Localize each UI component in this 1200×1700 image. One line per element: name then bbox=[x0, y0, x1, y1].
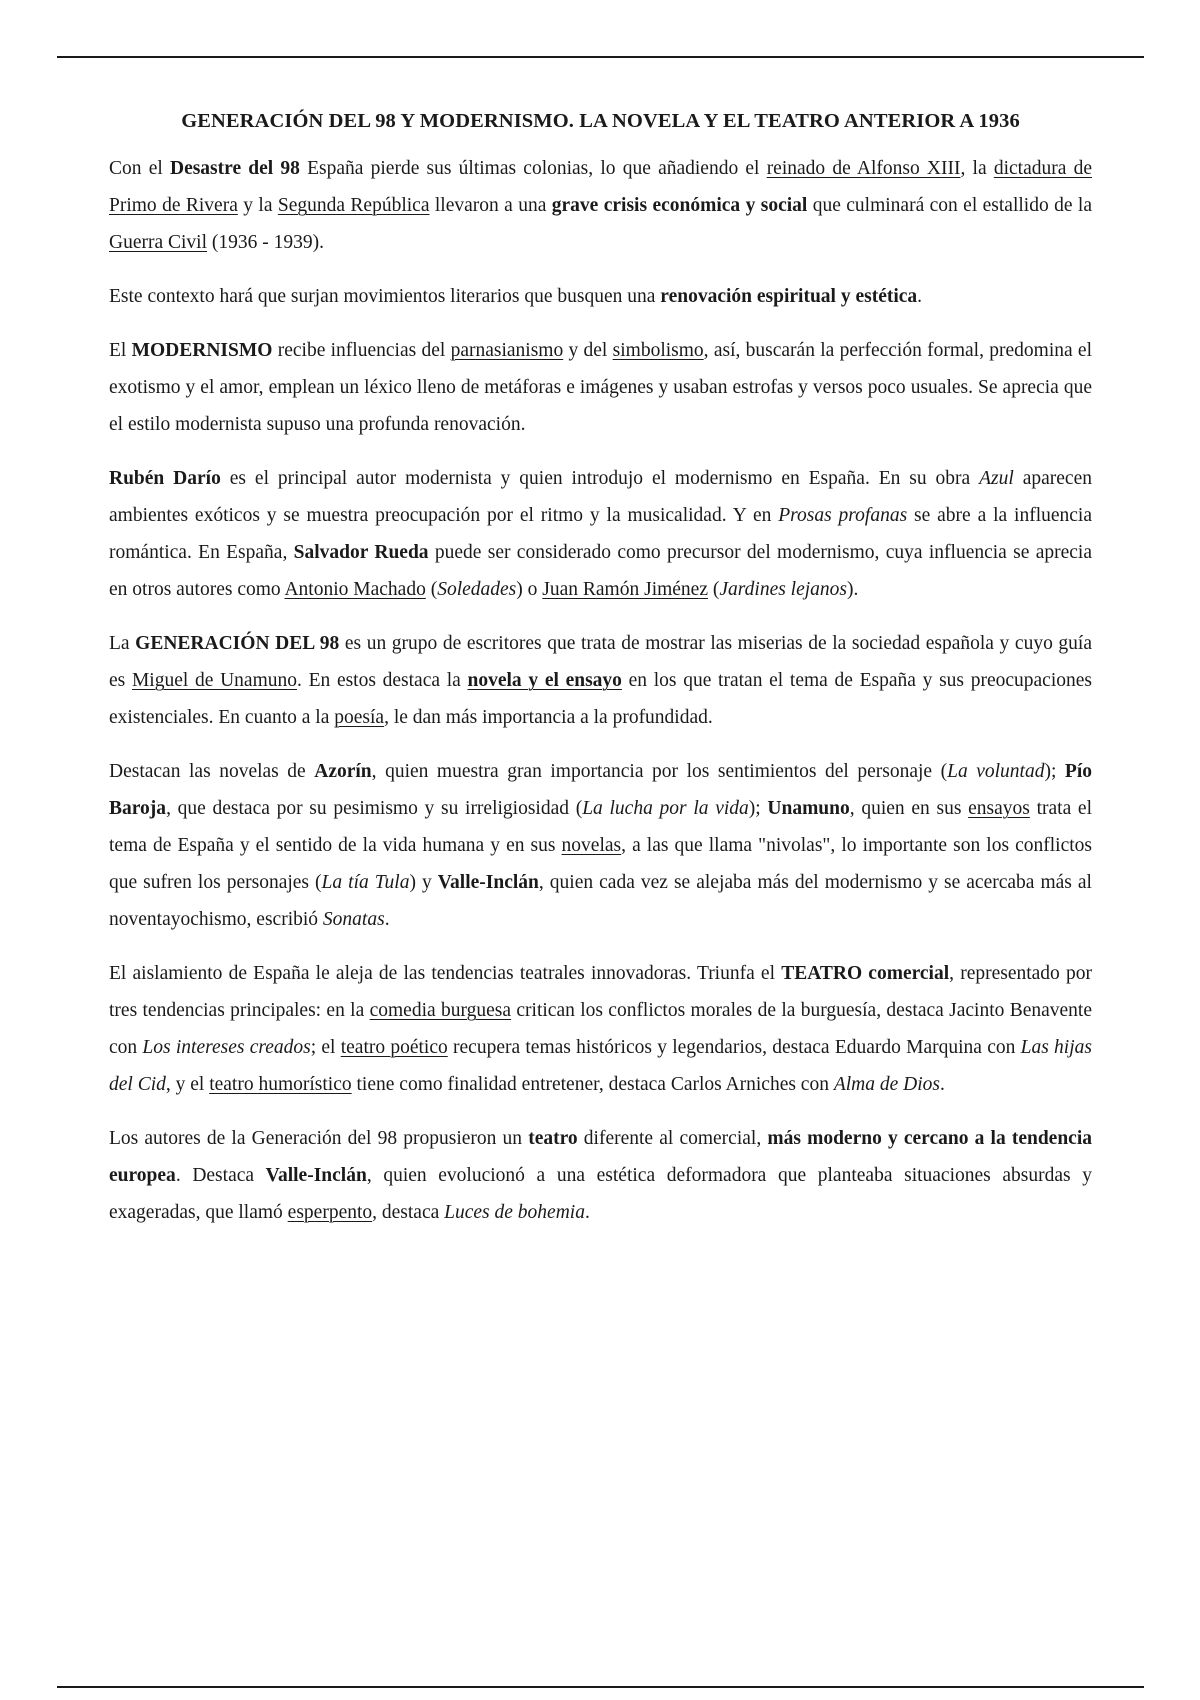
emphasis-run: Antonio Machado bbox=[284, 579, 426, 600]
emphasis-run: La tía Tula bbox=[321, 872, 410, 893]
text-run: se abre a la influencia romántica. En España, bbox=[109, 505, 1092, 563]
emphasis-run: Rubén Darío bbox=[109, 468, 221, 489]
text-run: recibe influencias del bbox=[272, 340, 451, 361]
emphasis-run: Soledades bbox=[437, 579, 517, 600]
text-run: ) o bbox=[516, 579, 543, 600]
emphasis-run: Alma de Dios bbox=[833, 1074, 940, 1095]
emphasis-run: Azul bbox=[979, 468, 1014, 489]
emphasis-run: teatro bbox=[528, 1128, 578, 1149]
emphasis-run: ensayos bbox=[968, 798, 1030, 819]
emphasis-run: esperpento bbox=[287, 1202, 373, 1223]
paragraph bbox=[109, 278, 1092, 315]
emphasis-run: Pío Baroja bbox=[109, 761, 1093, 819]
text-run: , quien cada vez se alejaba más del modernismo y se acercaba más al noventayochismo, escribió bbox=[109, 872, 1092, 930]
text-run: es el principal autor modernista y quien introdujo el modernismo en España. En su obra bbox=[220, 468, 980, 489]
emphasis-run: dictadura de Primo de Rivera bbox=[109, 158, 1092, 216]
text-run: , a las que llama "nivolas", lo importante son los conflictos que sufren los personajes ( bbox=[109, 835, 1092, 893]
text-run: . bbox=[917, 286, 923, 307]
paragraph bbox=[109, 1120, 1092, 1231]
top-rule bbox=[57, 56, 1144, 58]
text-run: , le dan más importancia a la profundidad. bbox=[384, 707, 713, 728]
text-run: (1936 - 1939). bbox=[207, 232, 324, 253]
text-run: critican los conflictos morales de la burguesía, destaca Jacinto Benavente con bbox=[109, 1000, 1093, 1058]
emphasis-run: Prosas profanas bbox=[778, 505, 908, 526]
emphasis-run: más moderno y cercano a la tendencia europea bbox=[109, 1128, 1093, 1186]
emphasis-run: Valle-Inclán bbox=[265, 1165, 367, 1186]
underline-run: novela y el ensayo bbox=[467, 670, 622, 691]
text-run: trata el tema de España y el sentido de la vida humana y en sus bbox=[109, 798, 1092, 856]
paragraph bbox=[109, 625, 1092, 736]
text-run: y la bbox=[237, 195, 278, 216]
text-run: . bbox=[940, 1074, 945, 1095]
emphasis-run: GENERACIÓN DEL 98 bbox=[135, 633, 340, 654]
text-run: , destaca bbox=[372, 1202, 445, 1223]
text-run: Con el bbox=[109, 158, 170, 179]
emphasis-run bbox=[468, 670, 622, 691]
text-run: Destacan las novelas de bbox=[109, 761, 315, 782]
emphasis-run: novelas bbox=[561, 835, 622, 856]
emphasis-run: TEATRO comercial bbox=[781, 963, 950, 984]
text-run: ); bbox=[748, 798, 768, 819]
text-run: en los que tratan el tema de España y sus preocupaciones existenciales. En cuanto a la bbox=[109, 670, 1092, 728]
emphasis-run: Azorín bbox=[314, 761, 372, 782]
bottom-rule bbox=[57, 1686, 1144, 1688]
emphasis-run: La lucha por la vida bbox=[582, 798, 749, 819]
text-run: , quien en sus bbox=[849, 798, 969, 819]
document-body bbox=[109, 104, 1092, 1248]
emphasis-run: La voluntad bbox=[947, 761, 1045, 782]
emphasis-run: Sonatas bbox=[322, 909, 385, 930]
emphasis-run: Las hijas del Cid bbox=[109, 1037, 1092, 1095]
emphasis-run: renovación espiritual y estética bbox=[660, 286, 918, 307]
text-run: ). bbox=[847, 579, 859, 600]
text-run: tiene como finalidad entretener, destaca Carlos Arniches con bbox=[351, 1074, 834, 1095]
emphasis-run: teatro humorístico bbox=[209, 1074, 352, 1095]
emphasis-run: poesía bbox=[334, 707, 385, 728]
text-run: y del bbox=[563, 340, 613, 361]
text-run: , la bbox=[960, 158, 994, 179]
text-run: La bbox=[109, 633, 136, 654]
text-run: El aislamiento de España le aleja de las tendencias teatrales innovadoras. Triunfa el bbox=[109, 963, 782, 984]
emphasis-run: MODERNISMO bbox=[131, 340, 273, 361]
text-run: es un grupo de escritores que trata de mostrar las miserias de la sociedad española y cuyo guía es bbox=[109, 633, 1092, 691]
paragraph bbox=[109, 150, 1092, 261]
emphasis-run: Unamuno bbox=[767, 798, 850, 819]
text-run: puede ser considerado como precursor del modernismo, cuya influencia se aprecia en otros autores como bbox=[109, 542, 1092, 600]
text-run: llevaron a una bbox=[429, 195, 552, 216]
paragraph-list bbox=[109, 150, 1092, 1231]
paragraph bbox=[109, 753, 1092, 938]
emphasis-run: Miguel de Unamuno bbox=[131, 670, 297, 691]
emphasis-run: reinado de Alfonso XIII bbox=[766, 158, 961, 179]
text-run: ; el bbox=[310, 1037, 341, 1058]
text-run: , y el bbox=[165, 1074, 210, 1095]
text-run: España pierde sus últimas colonias, lo que añadiendo el bbox=[299, 158, 767, 179]
text-run: El bbox=[109, 340, 132, 361]
text-run: diferente al comercial, bbox=[577, 1128, 768, 1149]
text-run: , quien muestra gran importancia por los sentimientos del personaje ( bbox=[371, 761, 948, 782]
emphasis-run: Los intereses creados bbox=[142, 1037, 311, 1058]
text-run: Los autores de la Generación del 98 propusieron un bbox=[109, 1128, 529, 1149]
text-run: . bbox=[584, 1202, 590, 1223]
emphasis-run: Segunda República bbox=[277, 195, 430, 216]
paragraph bbox=[109, 332, 1092, 443]
emphasis-run: Valle-Inclán bbox=[437, 872, 539, 893]
text-run: Este contexto hará que surjan movimientos literarios que busquen una bbox=[109, 286, 661, 307]
emphasis-run: parnasianismo bbox=[450, 340, 564, 361]
text-run: ); bbox=[1044, 761, 1065, 782]
text-run: ( bbox=[425, 579, 438, 600]
document-title: GENERACIÓN DEL 98 Y MODERNISMO. LA NOVELA Y EL TEATRO ANTERIOR A 1936 bbox=[181, 110, 1020, 132]
text-run: . bbox=[384, 909, 390, 930]
emphasis-run: Desastre del 98 bbox=[169, 158, 300, 179]
paragraph bbox=[109, 955, 1092, 1103]
text-run: , representado por tres tendencias principales: en la bbox=[109, 963, 1092, 1021]
emphasis-run: teatro poético bbox=[340, 1037, 448, 1058]
text-run: , así, buscarán la perfección formal, predomina el exotismo y el amor, emplean un léxico lleno de metáforas e imágenes y usaban estrofas y versos poco usuales. Se aprecia que el estilo modernista supuso una profunda renovación. bbox=[109, 340, 1092, 435]
emphasis-run: Guerra Civil bbox=[109, 232, 208, 253]
text-run: ) y bbox=[409, 872, 438, 893]
text-run: . Destaca bbox=[175, 1165, 266, 1186]
text-run: aparecen ambientes exóticos y se muestra preocupación por el ritmo y la musicalidad. Y en bbox=[109, 468, 1092, 526]
emphasis-run: simbolismo bbox=[612, 340, 704, 361]
emphasis-run: grave crisis económica y social bbox=[551, 195, 808, 216]
text-run: . En estos destaca la bbox=[297, 670, 468, 691]
text-run: , quien evolucionó a una estética deformadora que planteaba situaciones absurdas y exageradas, que llamó bbox=[109, 1165, 1092, 1223]
paragraph bbox=[109, 460, 1092, 608]
emphasis-run: Luces de bohemia bbox=[444, 1202, 585, 1223]
emphasis-run: Jardines lejanos bbox=[719, 579, 848, 600]
text-run: recupera temas históricos y legendarios, destaca Eduardo Marquina con bbox=[447, 1037, 1021, 1058]
emphasis-run: Salvador Rueda bbox=[293, 542, 429, 563]
text-run: ( bbox=[708, 579, 720, 600]
text-run: que culminará con el estallido de la bbox=[807, 195, 1092, 216]
emphasis-run: Juan Ramón Jiménez bbox=[542, 579, 708, 600]
text-run: , que destaca por su pesimismo y su irreligiosidad ( bbox=[166, 798, 583, 819]
emphasis-run: comedia burguesa bbox=[369, 1000, 512, 1021]
